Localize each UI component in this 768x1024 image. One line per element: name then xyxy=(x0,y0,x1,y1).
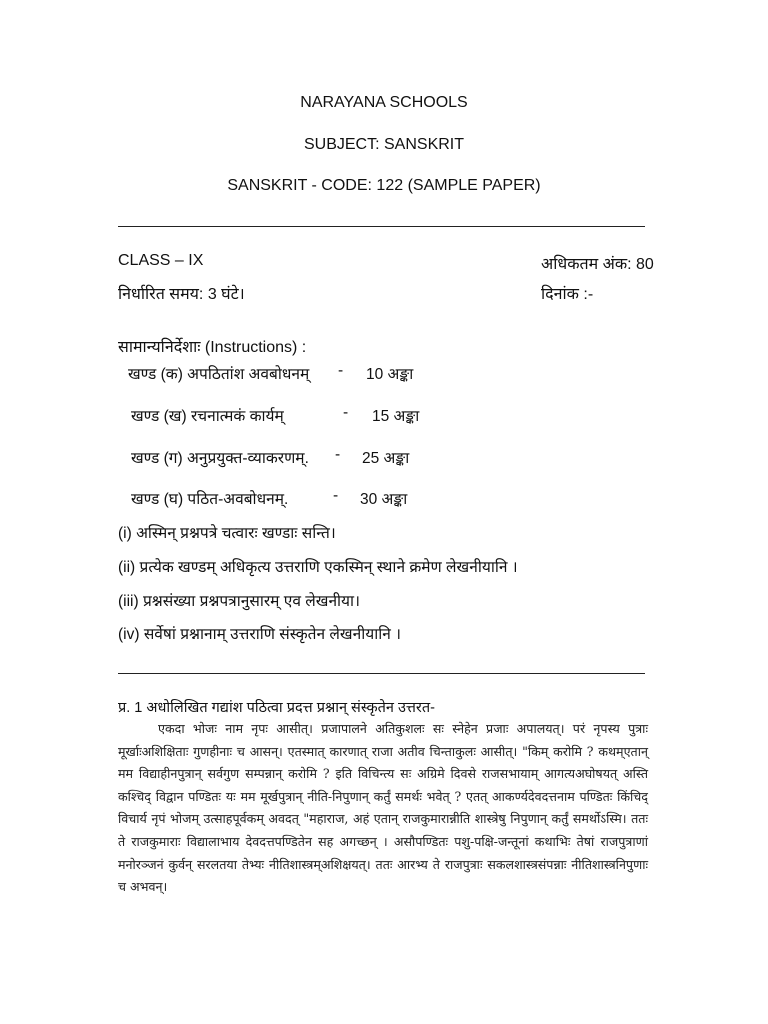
max-marks: अधिकतम अंक: 80 xyxy=(541,256,654,273)
instruction-note: (ii) प्रत्येक खण्डम् अधिकृत्य उत्तराणि एकस्मिन् स्थाने क्रमेण लेखनीयानि । xyxy=(118,559,518,576)
section-dash: - xyxy=(338,362,344,379)
instructions-heading: सामान्यनिर्देशाः (Instructions) : xyxy=(118,339,307,356)
section-label: खण्ड (क) अपठितांश अवबोधनम् xyxy=(128,366,310,383)
middle-divider xyxy=(118,673,645,674)
section-dash: - xyxy=(343,404,349,421)
section-row xyxy=(131,487,461,509)
class-label: CLASS – IX xyxy=(118,252,204,269)
top-divider xyxy=(118,226,645,227)
section-marks: 25 अङ्का xyxy=(362,450,410,467)
section-dash: - xyxy=(335,446,341,463)
section-marks: 10 अङ्का xyxy=(366,366,414,383)
subject-title: SUBJECT: SANSKRIT xyxy=(303,136,465,153)
question-heading: प्र. 1 अधोलिखित गद्यांश पठित्वा प्रदत्त प्रश्नान् संस्कृतेन उत्तरत- xyxy=(118,700,435,716)
section-label: खण्ड (घ) पठित-अवबोधनम्. xyxy=(131,491,289,508)
time-allowed: निर्धारित समय: 3 घंटे। xyxy=(118,286,245,303)
date-field: दिनांक :- xyxy=(541,286,594,303)
instruction-note: (iv) सर्वेषां प्रश्नानाम् उत्तराणि संस्कृतेन लेखनीयानि । xyxy=(118,626,402,643)
section-row xyxy=(131,446,461,468)
instruction-note: (iii) प्रश्नसंख्या प्रश्नपत्रानुसारम् एव लेखनीया। xyxy=(118,593,360,610)
passage-text: एकदा भोजः नाम नृपः आसीत्। प्रजापालने अतिकुशलः सः स्नेहेन प्रजाः अपालयत्। परं नृपस्य पुत्राः मूर्खाःअशिक्षिताः गुणहीनाः च आसन्। एतस्मात् कारणात् राजा अतीव चिन्ताकुलः आसीत्। "किम् करोमि ? कथम्एतान् मम विद्याहीनपुत्रान् सर्वगुण सम्पन्नान् करोमि ? इति विचिन्त्य सः अग्रिमे दिवसे राजसभायाम् आगत्यअघोषयत् अस्ति कश्चिद् विद्वान पण्डितः यः मम मूर्खपुत्रान् नीति-निपुणान् कर्तुं समर्थः भवेत् ? एतत् आकर्ण्यदेवदत्तनाम पण्डितः किंचिद् विचार्य नृपं भोजम् उत्साहपूर्वकम् अवदत् "महाराज, अहं एतान् राजकुमारान्नीति शास्त्रेषु निपुणान् कर्तुं समर्थोऽस्मि। ततः ते राजकुमाराः विद्यालाभाय देवदत्तपण्डितेन सह अगच्छन् । असौपण्डितः पशु-पक्षि-जन्तूनां कथाभिः तेषां राजपुत्राणां मनोरञ्जनं कुर्वन् सरलतया तेभ्यः नीतिशास्त्रम्अशिक्षयत्। ततः आरभ्य ते राजपुत्राः सकलशास्त्रसंपन्नाः नीतिशास्त्रनिपुणाः च अभवन्। xyxy=(118,721,648,895)
section-dash: - xyxy=(333,487,339,504)
section-label: खण्ड (ख) रचनात्मकं कार्यम् xyxy=(131,408,284,425)
section-marks: 30 अङ्का xyxy=(360,491,408,508)
section-label: खण्ड (ग) अनुप्रयुक्त-व्याकरणम्. xyxy=(131,450,309,467)
instruction-note: (i) अस्मिन् प्रश्नपत्रे चत्वारः खण्डाः सन्ति। xyxy=(118,525,336,542)
section-row xyxy=(131,404,461,426)
school-name: NARAYANA SCHOOLS xyxy=(300,94,468,111)
paper-code: SANSKRIT - CODE: 122 (SAMPLE PAPER) xyxy=(227,177,541,194)
section-row xyxy=(128,362,458,384)
section-marks: 15 अङ्का xyxy=(372,408,420,425)
